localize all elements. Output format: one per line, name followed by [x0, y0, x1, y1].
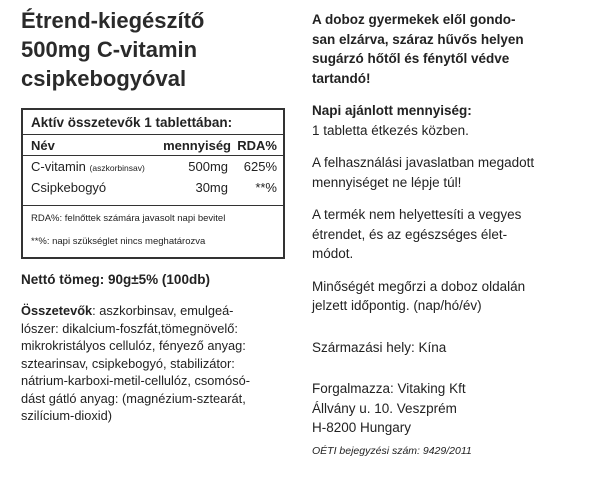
storage-instructions: [312, 10, 584, 88]
row-amount: 30mg: [195, 180, 228, 195]
active-ingredients-table: [21, 108, 285, 259]
substitute-notice: [312, 205, 584, 264]
title-line-1: Étrend-kiegészítő: [21, 8, 205, 33]
net-weight: Nettó tömeg: 90g±5% (100db): [21, 272, 210, 287]
best-before-line: Minőségét megőrzi a doboz oldalán: [312, 278, 526, 294]
warning-line: mennyiséget ne lépje túl!: [312, 174, 462, 190]
distributor-line: H-8200 Hungary: [312, 420, 412, 435]
warning-line: A felhasználási javaslatban megadott: [312, 155, 535, 170]
distributor-line: Forgalmazza: Vitaking Kft: [312, 381, 466, 396]
dosage-heading: Napi ajánlott mennyiség:: [312, 103, 472, 118]
best-before: [312, 277, 584, 316]
footnote-rda: RDA%: felnőttek számára javasolt napi bevitel: [31, 213, 226, 224]
substitute-line: módot.: [312, 246, 354, 261]
dosage-text: 1 tabletta étkezés közben.: [312, 122, 469, 138]
registration-number: OÉTI bejegyzési szám: 9429/2011: [312, 444, 472, 457]
left-column: [21, 6, 293, 425]
ingredients-line: szilícium-dioxid): [21, 408, 113, 423]
row-rda: **%: [255, 180, 277, 195]
storage-line: A doboz gyermekek elől gondo-: [312, 12, 516, 27]
substitute-line: A termék nem helyettesíti a vegyes: [312, 207, 522, 222]
substitute-line: étrendet, és az egészséges élet-: [312, 226, 508, 242]
ingredients-line: : aszkorbinsav, emulgeá-: [92, 303, 234, 318]
ingredients-label: Összetevők: [21, 303, 93, 318]
ingredients-paragraph: [21, 302, 293, 425]
column-header-name: Név: [31, 138, 55, 153]
storage-line: tartandó!: [312, 70, 371, 86]
product-title: [21, 6, 293, 93]
right-column: [312, 10, 584, 457]
best-before-line: jelzett időpontig. (nap/hó/év): [312, 298, 482, 313]
ingredients-line: lószer: dikalcium-foszfát,tömegnövelő:: [21, 320, 238, 336]
warning-text: [312, 153, 584, 192]
table-row: [31, 156, 277, 177]
table-header-row: [23, 135, 283, 156]
footnote-undefined: **%: napi szükséglet nincs meghatározva: [31, 236, 206, 247]
row-amount: 500mg: [188, 159, 228, 174]
column-header-rda: RDA%: [237, 138, 277, 153]
origin: Származási hely: Kína: [312, 339, 447, 355]
column-header-amount: mennyiség: [163, 138, 231, 153]
table-row: [31, 177, 277, 198]
row-name-note: (aszkorbinsav): [89, 163, 145, 173]
row-rda: 625%: [243, 159, 277, 174]
ingredients-line: dást gátló anyag: (magnézium-sztearát,: [21, 390, 246, 406]
distributor-address: [312, 379, 584, 438]
row-name: Csipkebogyó: [31, 180, 107, 195]
row-name: C-vitamin: [31, 159, 86, 174]
table-heading: Aktív összetevők 1 tablettában:: [23, 110, 283, 135]
dosage-block: [312, 101, 584, 140]
ingredients-line: mikrokristályos cellulóz, fényező anyag:: [21, 338, 246, 353]
title-line-3: csipkebogyóval: [21, 66, 187, 91]
distributor-line: Állvány u. 10. Veszprém: [312, 400, 457, 416]
storage-line: sugárzó hőtől és fénytől védve: [312, 51, 510, 66]
ingredients-line: sztearinsav, csipkebogyó, stabilizátor:: [21, 355, 235, 371]
ingredients-line: nátrium-karboxi-metil-cellulóz, csomósó-: [21, 373, 250, 388]
title-line-2: 500mg C-vitamin: [21, 37, 198, 62]
storage-line: san elzárva, száraz hűvős helyen: [312, 31, 524, 47]
